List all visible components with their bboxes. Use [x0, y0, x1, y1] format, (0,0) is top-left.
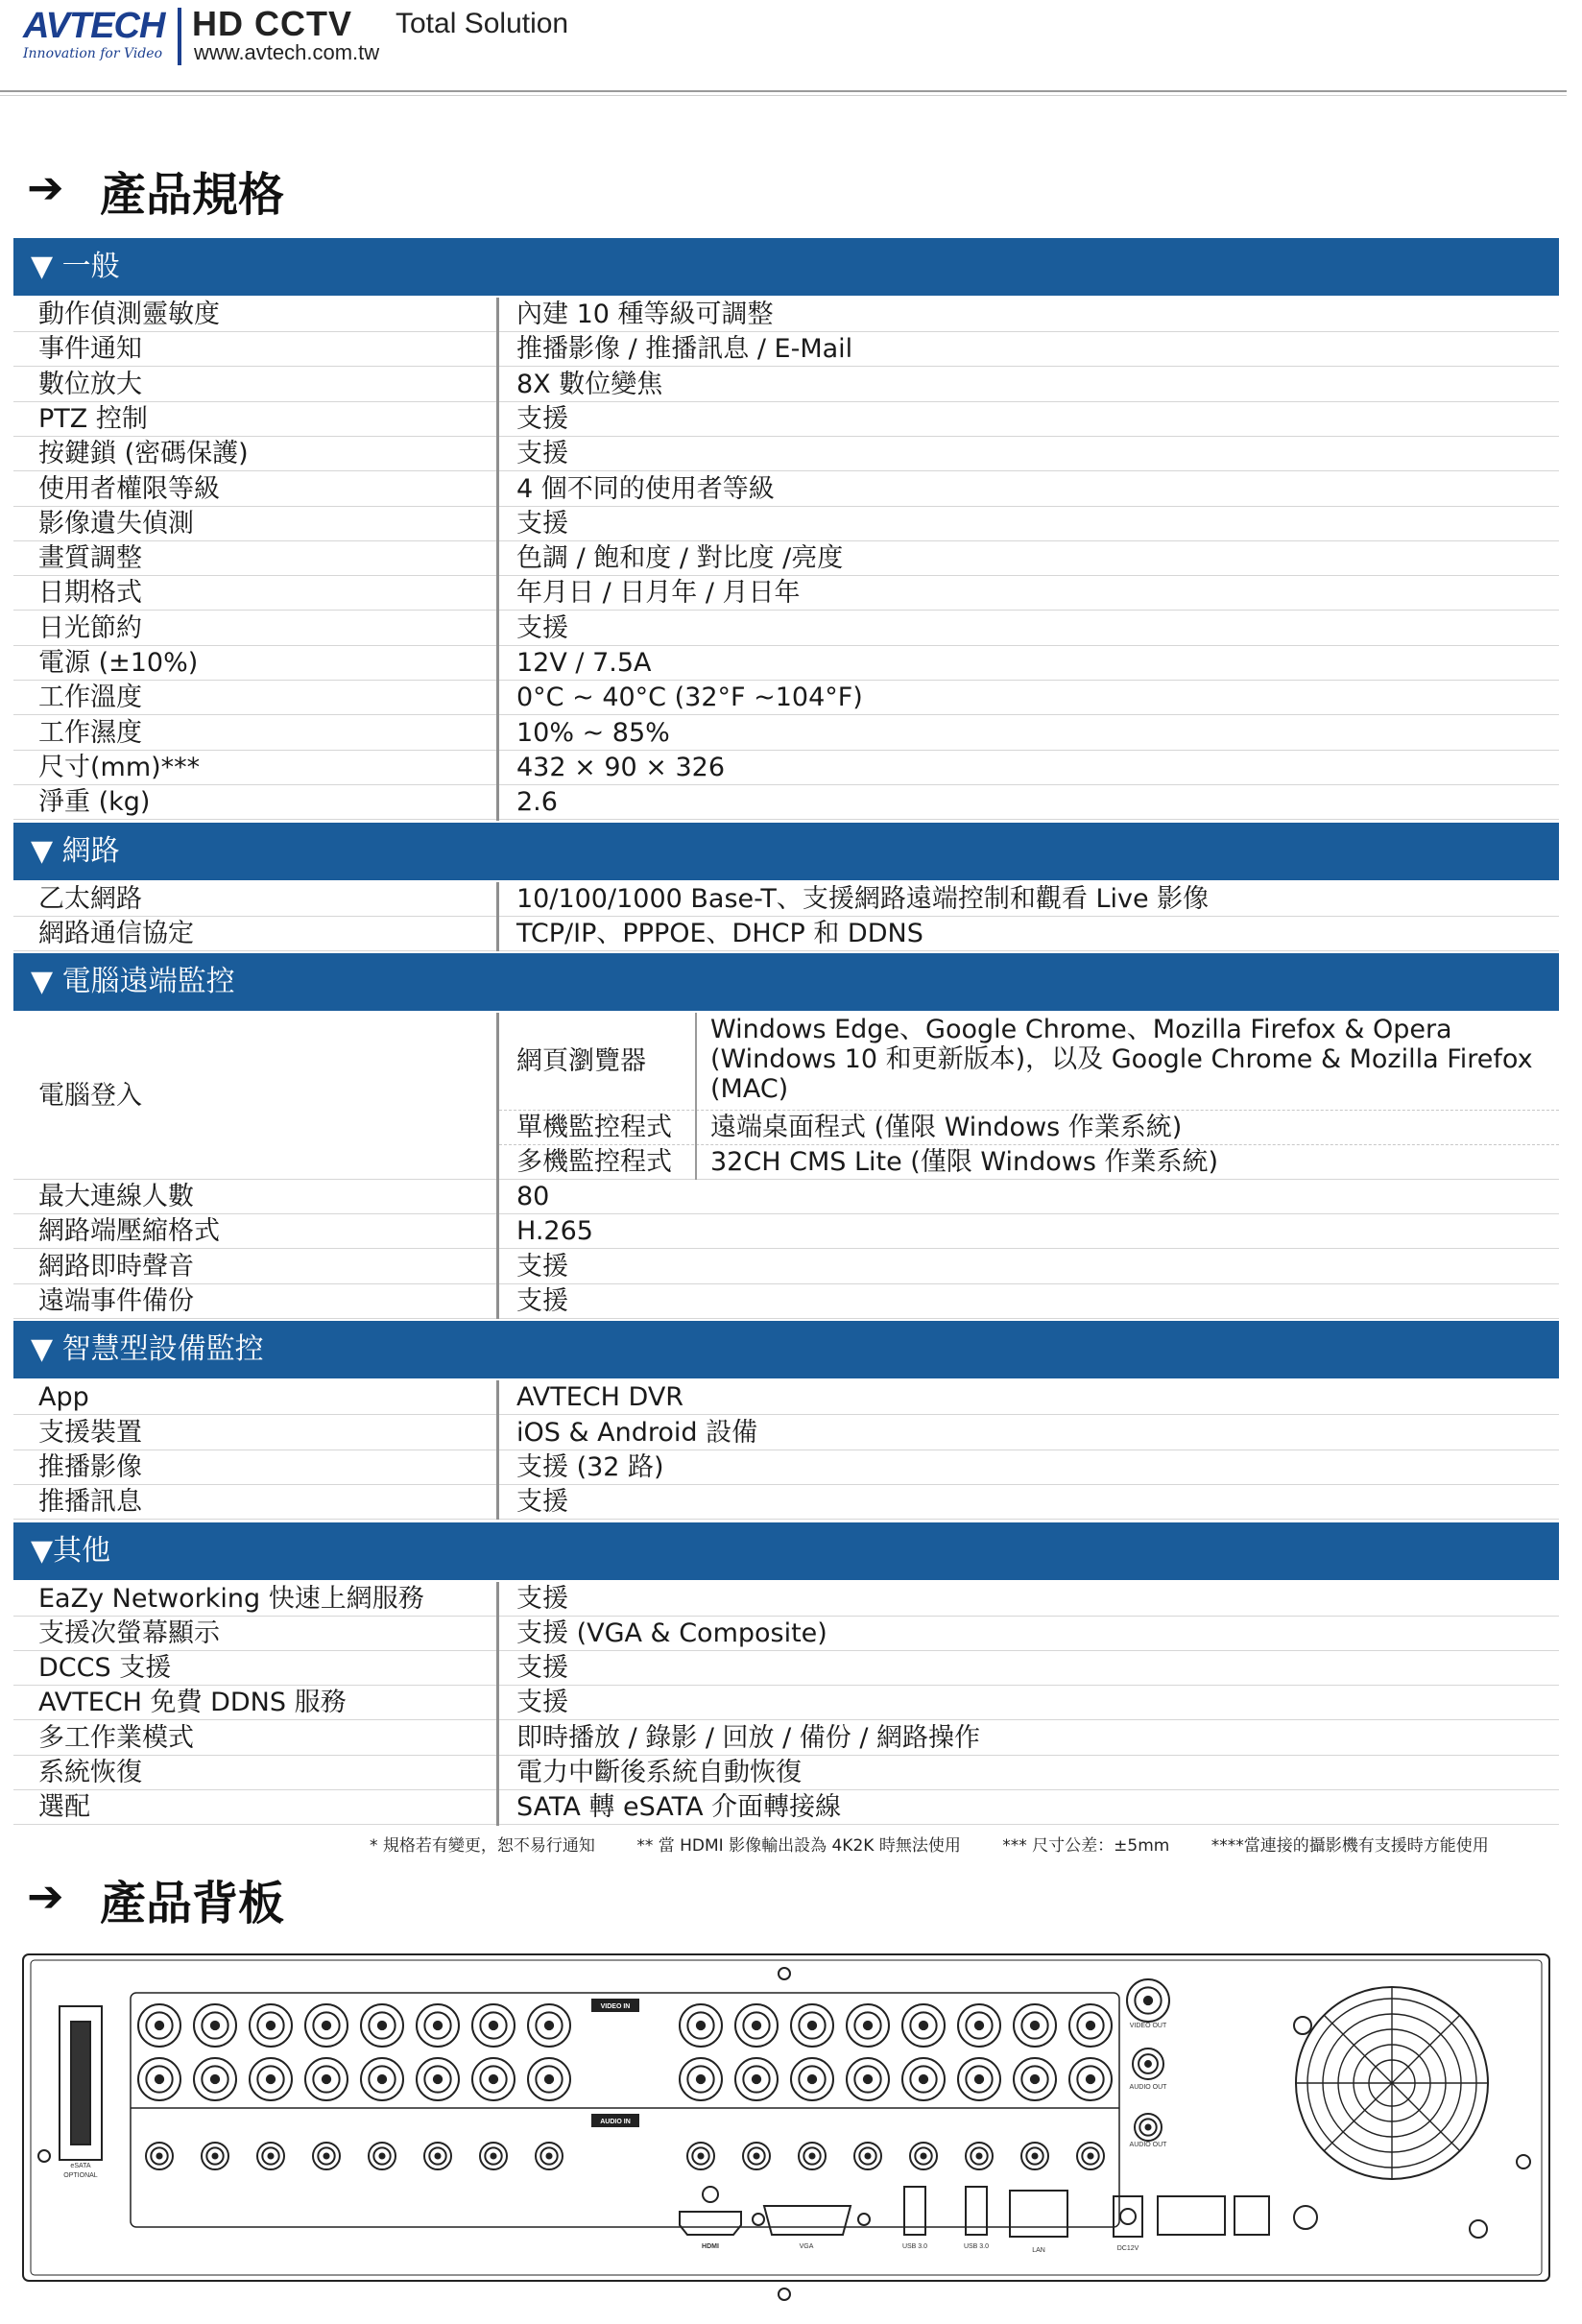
pc-login-subrow [499, 1013, 1559, 1111]
pc-login-sublabel: 網頁瀏覽器 [516, 1046, 646, 1077]
spec-row [13, 882, 1559, 917]
bnc-connector [920, 2022, 928, 2030]
spec-label: 支援次螢幕顯示 [38, 1617, 220, 1648]
bnc-connector [156, 2075, 164, 2084]
spec-label: 使用者權限等級 [38, 473, 220, 504]
dc-power-port [1114, 2196, 1142, 2237]
bnc-connector [1145, 2061, 1151, 2067]
column-separator [496, 882, 499, 952]
spec-row [13, 917, 1559, 951]
spec-row [13, 1250, 1559, 1284]
lan-port [1010, 2191, 1067, 2237]
pc-login-value: Windows Edge、Google Chrome、Mozilla Firefox & Opera [710, 1015, 1452, 1045]
column-separator [695, 1111, 697, 1145]
spec-label: AVTECH 免費 DDNS 服務 [38, 1688, 347, 1718]
spec-row [13, 611, 1559, 646]
spec-value: 支援 [516, 1286, 568, 1316]
spec-value: 即時播放 / 錄影 / 回放 / 備份 / 網路操作 [516, 1722, 981, 1753]
spec-label: 選配 [38, 1792, 90, 1823]
bnc-connector [268, 2153, 274, 2159]
header-subtitle: Total Solution [396, 8, 569, 39]
bnc-connectors [138, 1979, 1169, 2169]
spec-label: 網路通信協定 [38, 918, 194, 948]
bnc-connector [490, 2022, 498, 2030]
spec-value: 支援 [516, 1583, 568, 1614]
spec-row [13, 1582, 1559, 1617]
spec-value: 支援 [516, 403, 568, 434]
column-separator [695, 1145, 697, 1180]
spec-row [13, 1756, 1559, 1790]
section-header: ▼ 智慧型設備監控 [13, 1321, 1559, 1378]
section-header: ▼其他 [13, 1522, 1559, 1580]
spec-label: 乙太網路 [38, 883, 142, 914]
video-out-label: VIDEO OUT [1129, 2023, 1167, 2029]
panel-outline [23, 1954, 1549, 2281]
spec-label: 影像遺失偵測 [38, 508, 194, 539]
pc-login-subrow [499, 1145, 1559, 1180]
spec-value: iOS & Android 設備 [516, 1417, 758, 1448]
spec-row [13, 541, 1559, 576]
spec-value: 電力中斷後系統自動恢復 [516, 1758, 802, 1787]
pc-login-value: (Windows 10 和更新版本)，以及 Google Chrome & Mozilla Firefox [710, 1044, 1533, 1075]
bnc-connector [545, 2075, 554, 2084]
spec-label: PTZ 控制 [38, 403, 148, 434]
spec-value: 推播影像 / 推播訊息 / E-Mail [516, 334, 853, 365]
bnc-connector [1144, 1997, 1153, 2005]
spec-label: 電腦登入 [38, 1081, 142, 1112]
bnc-connector [267, 2022, 276, 2030]
panel-title: 產品背板 [100, 1877, 285, 1930]
spec-value: 支援 [516, 1251, 568, 1282]
spec-label: App [38, 1382, 89, 1413]
spec-row [13, 646, 1559, 681]
spec-value: 支援 (VGA & Composite) [516, 1617, 827, 1648]
pc-login-row [13, 1013, 1559, 1180]
spec-row [13, 1790, 1559, 1825]
hdmi-label: HDMI [702, 2243, 719, 2250]
spec-value: 支援 [516, 439, 568, 469]
spec-row [13, 576, 1559, 611]
bnc-connector [491, 2153, 496, 2159]
bnc-connector [490, 2075, 498, 2084]
bnc-connector [546, 2153, 552, 2159]
bnc-connector [1088, 2153, 1093, 2159]
section-header: ▼ 網路 [13, 823, 1559, 880]
spec-label: 日光節約 [38, 612, 142, 643]
spec-value: 80 [516, 1182, 550, 1212]
spec-row [13, 1284, 1559, 1319]
spec-value: 支援 [516, 1653, 568, 1684]
ground-icon [1294, 2206, 1317, 2229]
header-rule [0, 90, 1567, 92]
spec-value: 432 × 90 × 326 [516, 752, 726, 782]
spec-label: 工作濕度 [38, 717, 142, 748]
spec-row [13, 437, 1559, 471]
bnc-connector [379, 2153, 385, 2159]
pc-login-sublabel: 單機監控程式 [516, 1113, 672, 1143]
bnc-connector [156, 2153, 162, 2159]
spec-row [13, 298, 1559, 332]
audio-out-label-2: AUDIO OUT [1129, 2142, 1167, 2148]
spec-label: 動作偵測靈敏度 [38, 299, 220, 329]
spec-row [13, 1214, 1559, 1249]
spec-value: AVTECH DVR [516, 1382, 684, 1413]
footnote-1: * 規格若有變更，恕不易行通知 [370, 1836, 595, 1856]
bnc-connector [697, 2075, 706, 2084]
spec-value: 年月日 / 日月年 / 月日年 [516, 578, 801, 609]
spec-value: SATA 轉 eSATA 介面轉接線 [516, 1792, 842, 1823]
bnc-connector [435, 2153, 441, 2159]
spec-value: 支援 [516, 612, 568, 643]
bnc-connector [809, 2153, 815, 2159]
spec-value: 8X 數位變焦 [516, 369, 663, 399]
bnc-connector [753, 2022, 761, 2030]
spec-row [13, 1416, 1559, 1450]
bnc-connector [1031, 2075, 1040, 2084]
spec-row [13, 507, 1559, 541]
spec-label: 日期格式 [38, 578, 142, 609]
spec-label: 網路即時聲音 [38, 1251, 194, 1282]
column-separator [496, 1380, 499, 1520]
bnc-connector [698, 2153, 704, 2159]
spec-row [13, 785, 1559, 820]
bnc-connector [976, 2153, 982, 2159]
bnc-connector [378, 2075, 387, 2084]
bnc-connector [211, 2022, 220, 2030]
screw-hole [779, 1968, 790, 1979]
header-divider [178, 8, 181, 65]
spec-label: 數位放大 [38, 369, 142, 399]
brand-tagline: Innovation for Video [23, 46, 163, 61]
column-separator [695, 1013, 697, 1111]
bnc-connector [323, 2075, 331, 2084]
column-separator [496, 1013, 499, 1319]
bnc-connector [865, 2153, 871, 2159]
bnc-connector [1087, 2075, 1095, 2084]
bnc-connector [920, 2075, 928, 2084]
footnote-2: ** 當 HDMI 影像輸出設為 4K2K 時無法使用 [636, 1836, 961, 1856]
bnc-connector [975, 2022, 984, 2030]
pc-login-value: (MAC) [710, 1074, 789, 1105]
audio-in-label: AUDIO IN [600, 2119, 631, 2125]
arrow-right-icon: ➔ [27, 1870, 64, 1922]
spec-label: 最大連線人數 [38, 1182, 194, 1212]
spec-row [13, 402, 1559, 437]
spec-row [13, 332, 1559, 367]
bnc-connector [864, 2022, 873, 2030]
pc-login-sublabel: 多機監控程式 [516, 1147, 672, 1178]
column-separator [496, 298, 499, 821]
spec-row [13, 681, 1559, 715]
bnc-connector [212, 2153, 218, 2159]
spec-label: 支援裝置 [38, 1417, 142, 1448]
footnote-3: *** 尺寸公差：±5mm [1002, 1836, 1170, 1856]
arrow-right-icon: ➔ [27, 161, 64, 213]
spec-label: 推播影像 [38, 1451, 142, 1482]
section-header: ▼ 電腦遠端監控 [13, 953, 1559, 1011]
spec-row [13, 1617, 1559, 1651]
spec-value: 2.6 [516, 787, 558, 818]
bnc-connector [545, 2022, 554, 2030]
bnc-connector [754, 2153, 759, 2159]
brand-logo: AVTECH [23, 6, 165, 46]
bnc-connector [808, 2075, 817, 2084]
hdmi-port [680, 2212, 741, 2235]
spec-value: TCP/IP、PPPOE、DHCP 和 DDNS [516, 918, 923, 948]
spec-value: H.265 [516, 1216, 593, 1247]
spec-row [13, 751, 1559, 785]
spec-row [13, 368, 1559, 402]
spec-label: 事件通知 [38, 334, 142, 365]
dc-label: DC12V [1116, 2245, 1139, 2252]
section-header: ▼ 一般 [13, 238, 1559, 296]
bnc-connector [434, 2075, 443, 2084]
pc-login-value: 遠端桌面程式 (僅限 Windows 作業系統) [710, 1113, 1183, 1143]
bnc-connector [434, 2022, 443, 2030]
spec-label: 淨重 (kg) [38, 787, 151, 818]
bnc-connector [267, 2075, 276, 2084]
spec-row [13, 716, 1559, 751]
spec-label: 系統恢復 [38, 1758, 142, 1787]
spec-row [13, 1450, 1559, 1485]
spec-label: 畫質調整 [38, 543, 142, 574]
spec-value: 內建 10 種等級可調整 [516, 299, 774, 329]
spec-row [13, 1380, 1559, 1415]
spec-row [13, 1721, 1559, 1756]
esata-label: eSATA [70, 2163, 91, 2169]
spec-value: 10% ~ 85% [516, 717, 670, 748]
spec-value: 4 個不同的使用者等級 [516, 473, 775, 504]
bnc-connector [323, 2022, 331, 2030]
bnc-connector [808, 2022, 817, 2030]
video-in-label: VIDEO IN [600, 2003, 631, 2010]
spec-label: 多工作業模式 [38, 1722, 194, 1753]
pc-login-subrow [499, 1111, 1559, 1145]
spec-label: 推播訊息 [38, 1487, 142, 1518]
spec-label: DCCS 支援 [38, 1653, 172, 1684]
spec-value: 支援 [516, 508, 568, 539]
product-line: HD CCTV [192, 4, 352, 43]
rear-panel-diagram [0, 1939, 1582, 2323]
spec-label: 按鍵鎖 (密碼保護) [38, 439, 249, 469]
spec-value: 支援 [516, 1688, 568, 1718]
column-separator [496, 1582, 499, 1826]
usb-label-1: USB 3.0 [901, 2243, 928, 2250]
optional-label: OPTIONAL [63, 2172, 98, 2179]
bnc-connector [378, 2022, 387, 2030]
vga-label: VGA [799, 2243, 814, 2250]
spec-row [13, 472, 1559, 507]
bnc-connector [1087, 2022, 1095, 2030]
bnc-connector [1032, 2153, 1038, 2159]
spec-row [13, 1485, 1559, 1520]
spec-title: 產品規格 [100, 168, 285, 222]
spec-value: 色調 / 飽和度 / 對比度 /亮度 [516, 543, 844, 574]
bnc-connector [975, 2075, 984, 2084]
pc-login-value: 32CH CMS Lite (僅限 Windows 作業系統) [710, 1147, 1219, 1178]
spec-row [13, 1686, 1559, 1720]
spec-value: 支援 (32 路) [516, 1451, 664, 1482]
spec-label: 電源 (±10%) [38, 648, 199, 678]
bnc-connector [697, 2022, 706, 2030]
spec-value: 0°C ~ 40°C (32°F ~104°F) [516, 683, 863, 713]
spec-label: 尺寸(mm)*** [38, 752, 201, 782]
bnc-connector [921, 2153, 926, 2159]
spec-value: 10/100/1000 Base-T、支援網路遠端控制和觀看 Live 影像 [516, 883, 1210, 914]
spec-row [13, 1180, 1559, 1214]
footnote-4: ****當連接的攝影機有支援時方能使用 [1210, 1836, 1489, 1856]
spec-label: 工作溫度 [38, 683, 142, 713]
spec-label: EaZy Networking 快速上網服務 [38, 1583, 424, 1614]
bnc-connector [753, 2075, 761, 2084]
footnotes [370, 1832, 1489, 1856]
spec-row [13, 1651, 1559, 1686]
bnc-connector [211, 2075, 220, 2084]
spec-label: 網路端壓縮格式 [38, 1216, 220, 1247]
vga-port [764, 2206, 851, 2235]
spec-value: 12V / 7.5A [516, 648, 652, 678]
bnc-connector [324, 2153, 329, 2159]
bnc-connector [1145, 2124, 1151, 2130]
audio-out-label-1: AUDIO OUT [1129, 2084, 1167, 2091]
bnc-connector [1031, 2022, 1040, 2030]
bnc-connector [864, 2075, 873, 2084]
usb-label-2: USB 3.0 [963, 2243, 990, 2250]
website-link[interactable]: www.avtech.com.tw [194, 40, 380, 64]
spec-label: 遠端事件備份 [38, 1286, 194, 1316]
bnc-connector [156, 2022, 164, 2030]
header-rule-thin [0, 95, 1567, 96]
lan-label: LAN [1032, 2247, 1045, 2254]
spec-value: 支援 [516, 1487, 568, 1518]
